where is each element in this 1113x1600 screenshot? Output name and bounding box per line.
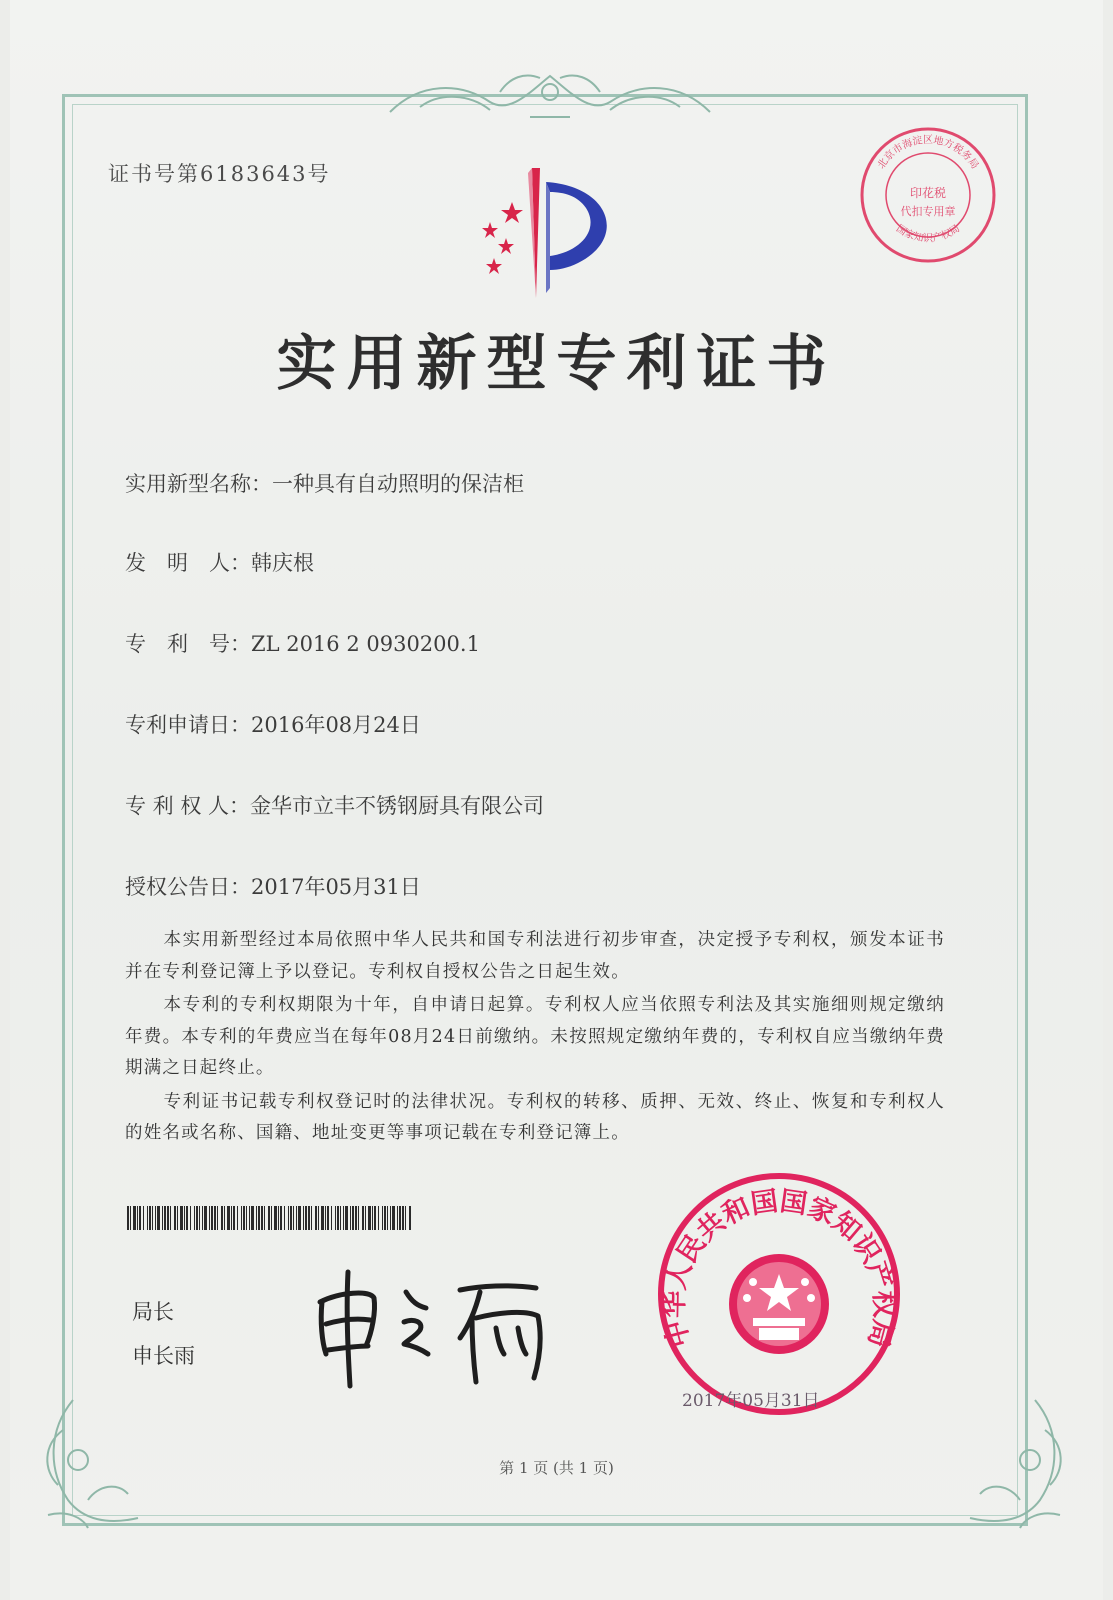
body-paragraph: 本实用新型经过本局依照中华人民共和国专利法进行初步审查，决定授予专利权，颁发本证书并在专利登记簿上予以登记。专利权自授权公告之日起生效。 xyxy=(125,930,945,982)
director-name: 申长雨 xyxy=(132,1344,195,1368)
director-signature xyxy=(300,1262,560,1392)
certificate-number: 证书号第6183643号 xyxy=(108,162,331,186)
field-inventor xyxy=(125,547,314,577)
certificate-title: 实用新型专利证书 xyxy=(276,329,837,399)
page-footer: 第 1 页 (共 1 页) xyxy=(499,1459,614,1477)
field-value: 韩庆根 xyxy=(251,551,314,575)
seal-text: 中华人民共和国国家知识产权局 xyxy=(658,1185,900,1351)
seal-date: 2017年05月31日 xyxy=(682,1391,820,1411)
svg-text:国家知识产权局 xyxy=(894,222,962,244)
tax-stamp-outer-text: 北京市海淀区地方税务局 xyxy=(875,135,981,172)
field-label: 实用新型名称： xyxy=(125,472,272,496)
field-application-date xyxy=(125,709,421,739)
field-value: 2017年05月31日 xyxy=(251,875,421,899)
field-value: 2016年08月24日 xyxy=(251,713,421,737)
certificate-body xyxy=(125,925,945,1152)
field-utility-model-name xyxy=(125,468,524,498)
tax-stamp-line1: 印花税 xyxy=(909,186,947,200)
director-title: 局长 xyxy=(132,1300,174,1324)
barcode xyxy=(127,1206,414,1230)
field-label: 授权公告日： xyxy=(125,875,251,899)
field-patent-number xyxy=(125,628,480,658)
field-grant-date xyxy=(125,871,421,901)
field-label: 专 利 号： xyxy=(125,632,251,656)
field-patentee xyxy=(125,790,544,820)
tax-stamp-line2: 代扣专用章 xyxy=(900,205,956,218)
tax-stamp xyxy=(858,125,998,265)
body-paragraph: 专利证书记载专利权登记时的法律状况。专利权的转移、质押、无效、终止、恢复和专利权人的姓名或名称、国籍、地址变更等事项记载在专利登记簿上。 xyxy=(125,1091,945,1143)
field-value: ZL 2016 2 0930200.1 xyxy=(251,632,480,656)
patent-office-logo xyxy=(460,168,630,303)
top-ornament xyxy=(380,62,720,124)
field-label: 发 明 人： xyxy=(125,551,251,575)
tax-stamp-bottom-text: 国家知识产权局 xyxy=(893,223,963,245)
official-seal xyxy=(655,1170,903,1418)
field-value: 一种具有自动照明的保洁柜 xyxy=(272,472,524,496)
field-value: 金华市立丰不锈钢厨具有限公司 xyxy=(250,794,545,818)
body-paragraph: 本专利的专利权期限为十年，自申请日起算。专利权人应当依照专利法及其实施细则规定缴纳年费。本专利的年费应当在每年08月24日前缴纳。未按照规定缴纳年费的，专利权自应当缴纳年费期满之日起终止。 xyxy=(125,995,945,1078)
field-label: 专利申请日： xyxy=(125,713,251,737)
field-label: 专 利 权 人： xyxy=(125,794,251,818)
